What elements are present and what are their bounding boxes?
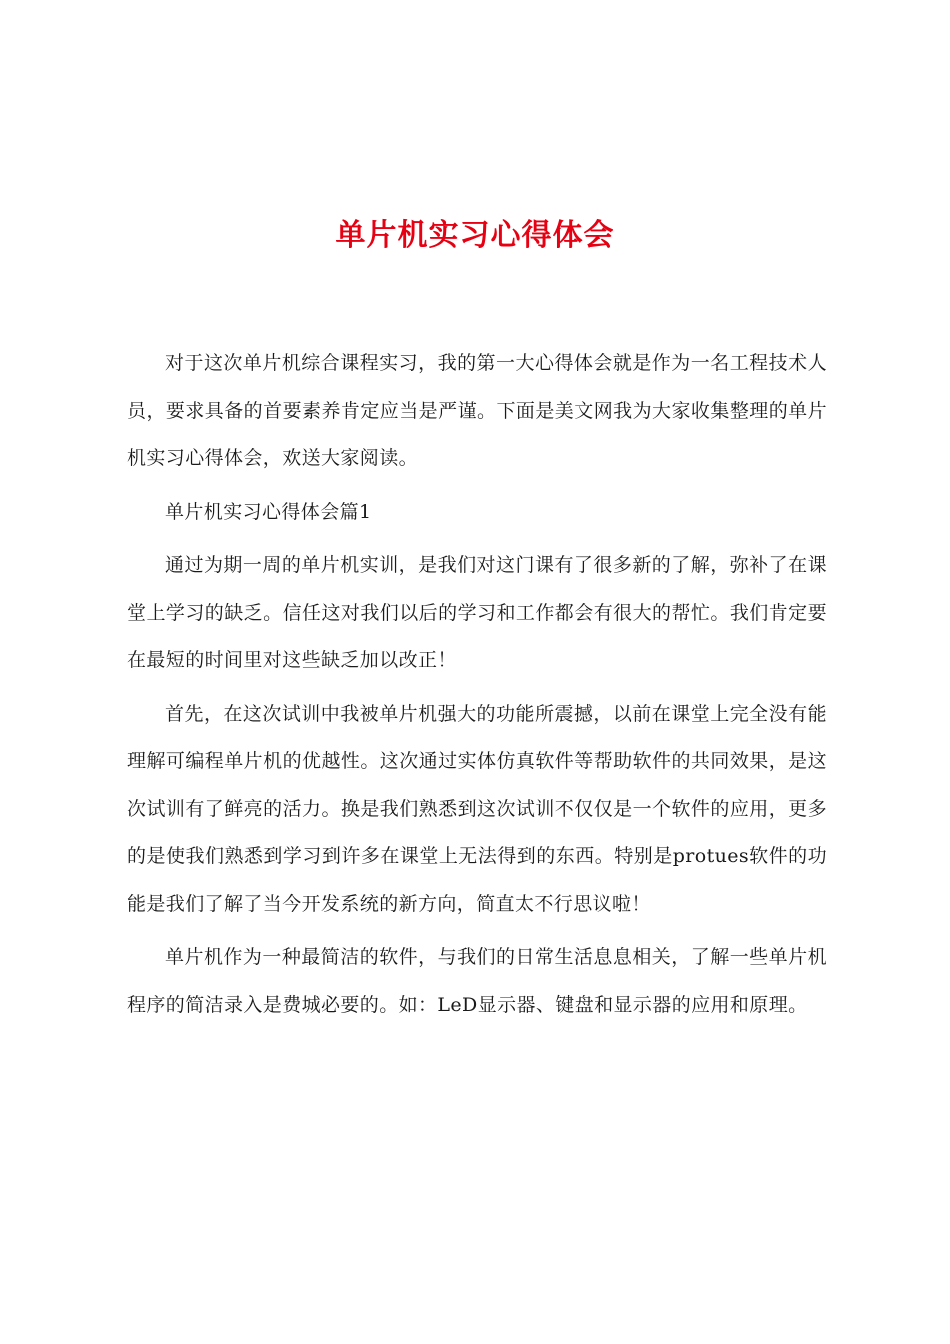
paragraph-intro: 对于这次单片机综合课程实习，我的第一大心得体会就是作为一名工程技术人员，要求具备的首要素养肯定应当是严谨。下面是美文网我为大家收集整理的单片机实习心得体会，欢送大家阅读。 xyxy=(127,352,827,469)
document-body xyxy=(127,340,827,1035)
paragraph-1: 通过为期一周的单片机实训，是我们对这门课有了很多新的了解，弥补了在课堂上学习的缺乏。信任这对我们以后的学习和工作都会有很大的帮忙。我们肯定要在最短的时间里对这些缺乏加以改正！ xyxy=(127,554,827,671)
section-heading: 单片机实习心得体会篇1 xyxy=(165,500,372,523)
paragraph-3: 单片机作为一种最简洁的软件，与我们的日常生活息息相关，了解一些单片机程序的简洁录入是费城必要的。如：LeD显示器、键盘和显示器的应用和原理。 xyxy=(127,946,827,1016)
document-title: 单片机实习心得体会 xyxy=(335,218,615,253)
paragraph-2: 首先，在这次试训中我被单片机强大的功能所震撼，以前在课堂上完全没有能理解可编程单片机的优越性。这次通过实体仿真软件等帮助软件的共同效果，是这次试训有了鲜亮的活力。换是我们熟悉到这次试训不仅仅是一个软件的应用，更多的是使我们熟悉到学习到许多在课堂上无法得到的东西。特别是protues软件的功能是我们了解了当今开发系统的新方向，简直太不行思议啦！ xyxy=(127,702,827,915)
